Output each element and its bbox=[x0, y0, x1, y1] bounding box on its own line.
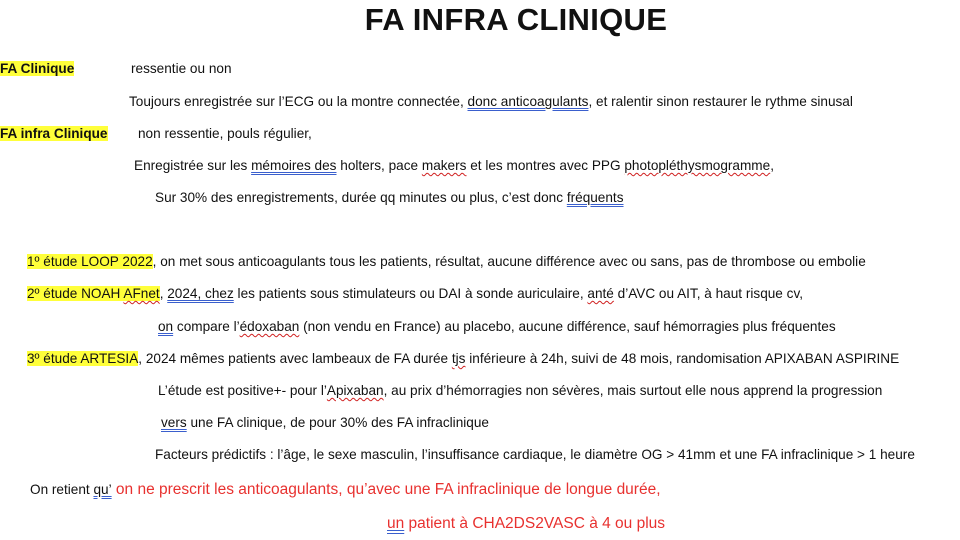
text: Enregistrée sur les bbox=[134, 158, 252, 173]
fa-clinique-label: FA Clinique bbox=[0, 61, 75, 76]
text: non ressentie, pouls régulier, bbox=[138, 126, 312, 141]
text: , et ralentir sinon restaurer le rythme sinusal bbox=[588, 94, 853, 109]
etude-1-label: 1º étude LOOP 2022 bbox=[27, 254, 153, 269]
line-10 bbox=[158, 382, 882, 400]
text: Sur 30% des enregistrements, durée qq minutes ou plus, c’est donc bbox=[155, 190, 567, 205]
text: compare l’ bbox=[173, 319, 240, 334]
line-12 bbox=[155, 446, 915, 464]
text: donc anticoagulants bbox=[467, 94, 589, 109]
text: Toujours enregistrée sur l’ECG ou la montre connectée, bbox=[129, 94, 468, 109]
text: , bbox=[159, 286, 168, 301]
text: une FA clinique, de pour 30% des FA infraclinique bbox=[186, 415, 489, 430]
line-conclusion-2 bbox=[387, 515, 665, 533]
text: (non vendu en France) au placebo, aucune différence, sauf hémorragies plus fréquentes bbox=[299, 319, 836, 334]
text: édoxaban bbox=[239, 319, 300, 334]
fa-infra-clinique-label: FA infra Clinique bbox=[0, 126, 108, 141]
text: photopléthysmogramme bbox=[624, 158, 771, 173]
text: patient à CHA2DS2VASC à 4 ou plus bbox=[404, 515, 666, 532]
text: vers bbox=[161, 415, 187, 430]
line-fa-infra-clinique bbox=[0, 125, 312, 143]
line-conclusion bbox=[30, 481, 661, 499]
line-fa-clinique bbox=[0, 60, 232, 78]
text: ne prescrit les anticoagulants, qu’avec une FA infraclinique de longue durée, bbox=[133, 481, 661, 498]
etude-3-label: 3º étude ARTESIA bbox=[27, 351, 139, 366]
text: Facteurs prédictifs : l’âge, le sexe masculin, l’insuffisance cardiaque, le diamètre OG > 41mm et une FA infraclinique > 1 heure bbox=[155, 447, 915, 462]
text: ressentie ou non bbox=[131, 61, 232, 76]
text: un bbox=[387, 515, 405, 532]
text: les patients sous stimulateurs ou DAI à sonde auriculaire, bbox=[233, 286, 588, 301]
text: makers bbox=[421, 158, 467, 173]
line-8 bbox=[158, 318, 836, 336]
text: Apixaban bbox=[326, 383, 384, 398]
line-etude-3 bbox=[27, 350, 899, 368]
text: qu’ bbox=[93, 482, 112, 497]
etude-2-label: 2º étude NOAH bbox=[27, 286, 124, 301]
text: et les montres avec PPG bbox=[466, 158, 625, 173]
text: , bbox=[770, 158, 774, 173]
slide-title: FA INFRA CLINIQUE bbox=[364, 2, 668, 37]
text: , on met sous anticoagulants tous les patients, résultat, aucune différence avec ou sans, pas de thrombose ou embolie bbox=[152, 254, 866, 269]
line-2 bbox=[129, 93, 853, 111]
line-5 bbox=[155, 189, 624, 207]
text: on bbox=[111, 481, 134, 498]
text: 2024, chez bbox=[167, 286, 234, 301]
text: , 2024 mêmes patients avec lambeaux de FA durée bbox=[138, 351, 452, 366]
text: On retient bbox=[30, 482, 94, 497]
text: holters, pace bbox=[336, 158, 422, 173]
text: L’étude est positive+- pour l’ bbox=[158, 383, 327, 398]
line-etude-1 bbox=[27, 253, 866, 271]
text: anté bbox=[587, 286, 614, 301]
etude-2-label: AFnet bbox=[123, 286, 160, 301]
text: inférieure à 24h, suivi de 48 mois, randomisation APIXABAN ASPIRINE bbox=[465, 351, 900, 366]
line-etude-2 bbox=[27, 285, 803, 303]
line-11 bbox=[161, 414, 489, 432]
text: fréquents bbox=[566, 190, 624, 205]
text: , au prix d’hémorragies non sévères, mais surtout elle nous apprend la progression bbox=[383, 383, 883, 398]
text: d’AVC ou AIT, à haut risque cv, bbox=[613, 286, 804, 301]
text: tjs bbox=[451, 351, 466, 366]
line-4 bbox=[134, 157, 774, 175]
text: mémoires des bbox=[251, 158, 337, 173]
text: on bbox=[158, 319, 174, 334]
